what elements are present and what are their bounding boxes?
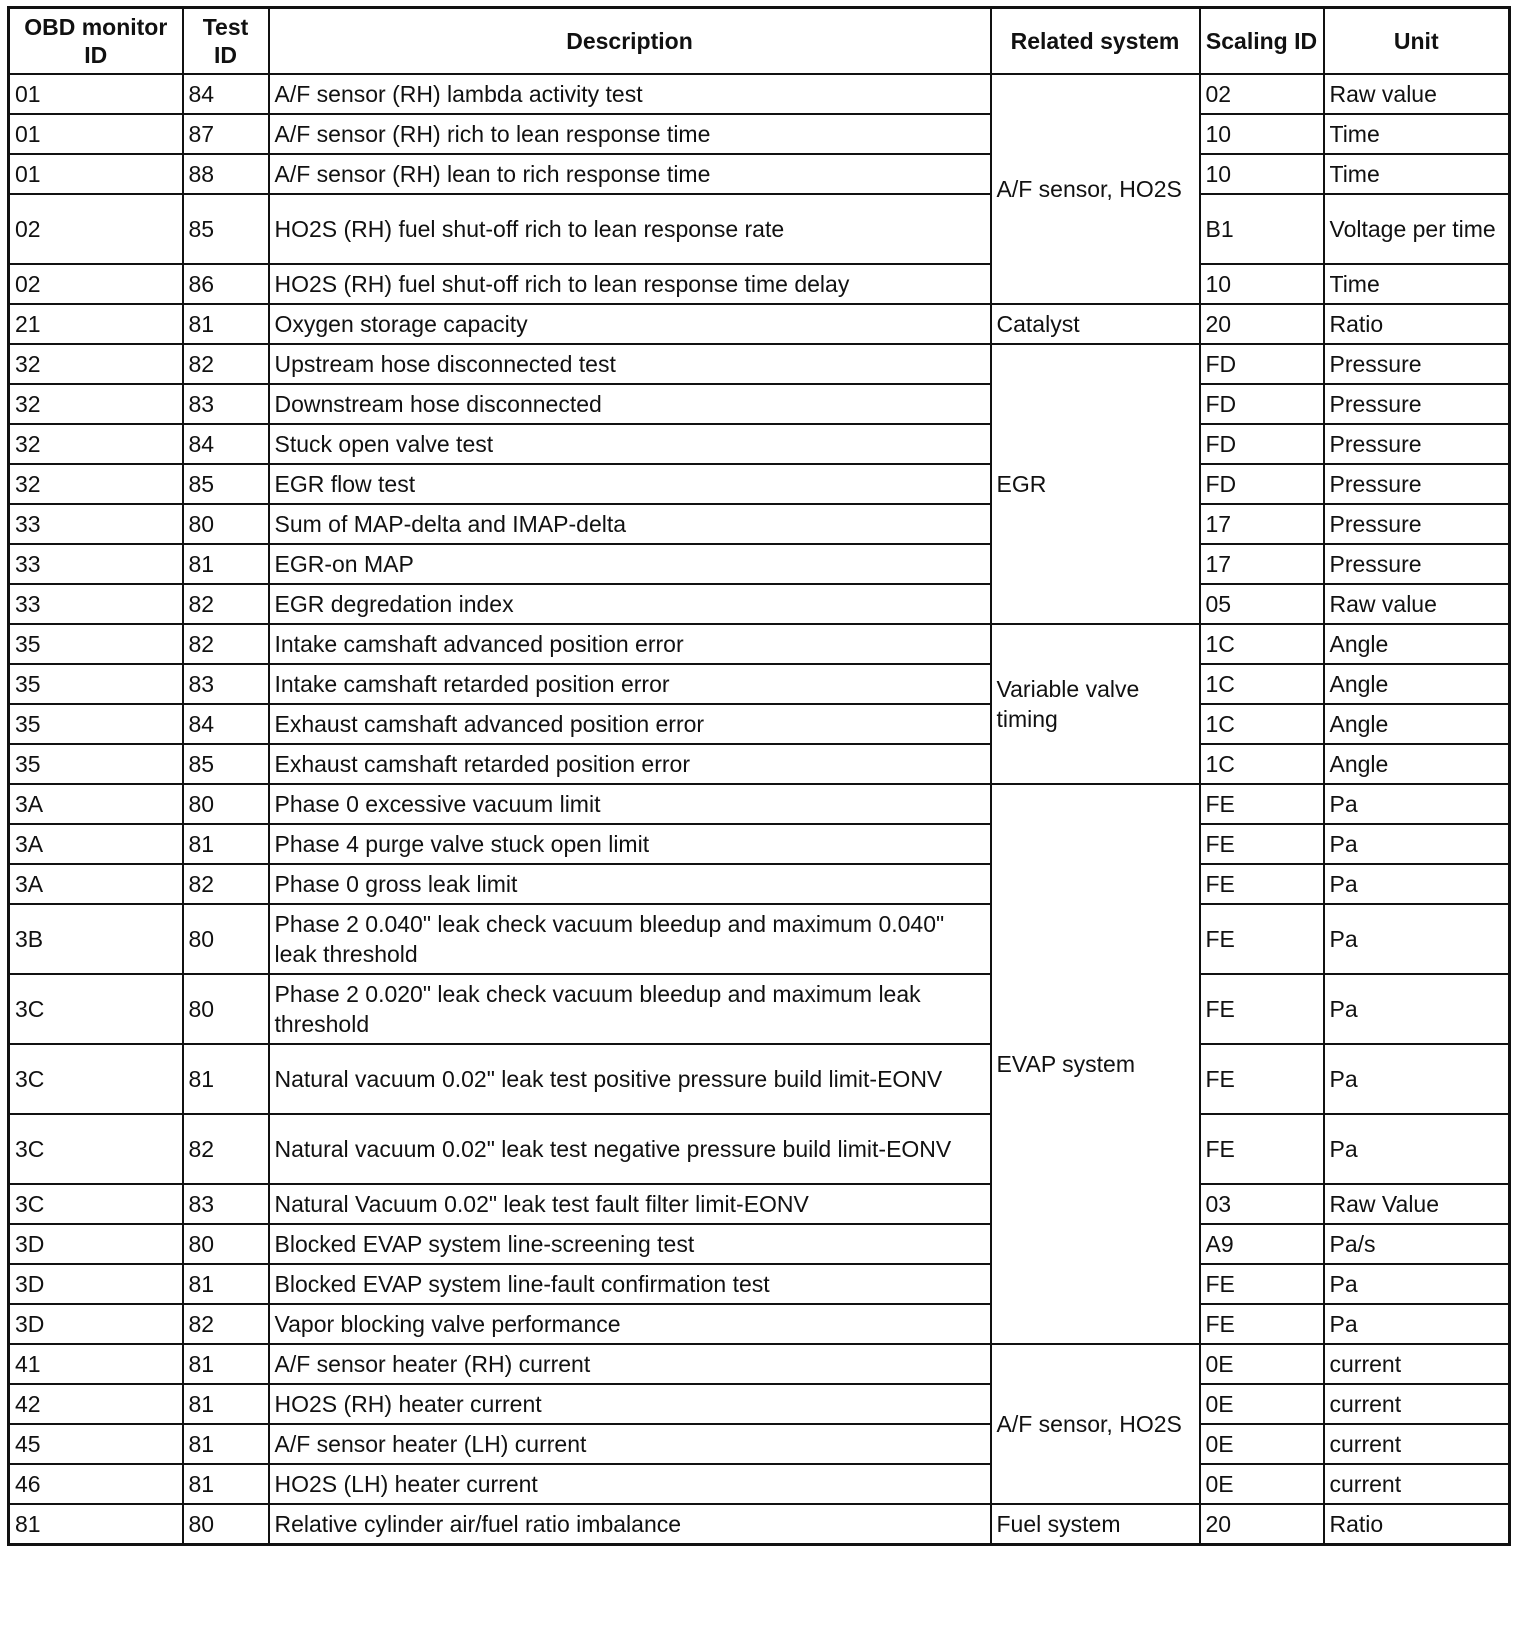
scaling-id-cell: A9 — [1200, 1224, 1324, 1264]
table-row — [9, 624, 1510, 664]
unit-cell: Angle — [1324, 624, 1510, 664]
unit-cell: Pa — [1324, 864, 1510, 904]
monitor-id-cell: 46 — [9, 1464, 183, 1504]
unit-cell: Pressure — [1324, 344, 1510, 384]
table-row — [9, 264, 1510, 304]
unit-cell: Pressure — [1324, 424, 1510, 464]
monitor-id-cell: 3D — [9, 1304, 183, 1344]
scaling-id-cell: FE — [1200, 1114, 1324, 1184]
description-cell: A/F sensor (RH) rich to lean response time — [269, 114, 991, 154]
test-id-cell: 83 — [183, 384, 269, 424]
test-id-cell: 80 — [183, 784, 269, 824]
table-row — [9, 664, 1510, 704]
unit-cell: Pressure — [1324, 504, 1510, 544]
description-cell: Phase 0 gross leak limit — [269, 864, 991, 904]
description-cell: HO2S (RH) fuel shut-off rich to lean response rate — [269, 194, 991, 264]
test-id-cell: 82 — [183, 584, 269, 624]
related-system-cell: EGR — [991, 344, 1200, 624]
table-row — [9, 974, 1510, 1044]
unit-cell: Ratio — [1324, 1504, 1510, 1545]
scaling-id-cell: B1 — [1200, 194, 1324, 264]
test-id-cell: 85 — [183, 194, 269, 264]
scaling-id-cell: 20 — [1200, 304, 1324, 344]
unit-cell: current — [1324, 1344, 1510, 1384]
test-id-cell: 85 — [183, 744, 269, 784]
description-cell: EGR flow test — [269, 464, 991, 504]
description-cell: Phase 2 0.020" leak check vacuum bleedup and maximum leak threshold — [269, 974, 991, 1044]
test-id-cell: 81 — [183, 1044, 269, 1114]
scaling-id-cell: 0E — [1200, 1344, 1324, 1384]
test-id-cell: 84 — [183, 74, 269, 114]
header-test-id: Test ID — [183, 8, 269, 75]
test-id-cell: 81 — [183, 1384, 269, 1424]
monitor-id-cell: 32 — [9, 424, 183, 464]
description-cell: Stuck open valve test — [269, 424, 991, 464]
table-row — [9, 824, 1510, 864]
test-id-cell: 84 — [183, 424, 269, 464]
unit-cell: Pa — [1324, 1304, 1510, 1344]
unit-cell: Time — [1324, 114, 1510, 154]
scaling-id-cell: FD — [1200, 384, 1324, 424]
description-cell: Sum of MAP-delta and IMAP-delta — [269, 504, 991, 544]
table-row — [9, 784, 1510, 824]
table-row — [9, 1304, 1510, 1344]
scaling-id-cell: 10 — [1200, 154, 1324, 194]
related-system-cell: EVAP system — [991, 784, 1200, 1344]
table-row — [9, 1344, 1510, 1384]
scaling-id-cell: FE — [1200, 784, 1324, 824]
test-id-cell: 80 — [183, 1224, 269, 1264]
description-cell: A/F sensor heater (RH) current — [269, 1344, 991, 1384]
monitor-id-cell: 3C — [9, 1114, 183, 1184]
unit-cell: Pa — [1324, 1114, 1510, 1184]
header-scaling-id: Scaling ID — [1200, 8, 1324, 75]
description-cell: Intake camshaft retarded position error — [269, 664, 991, 704]
scaling-id-cell: 1C — [1200, 744, 1324, 784]
header-related-system: Related system — [991, 8, 1200, 75]
header-row — [9, 8, 1510, 75]
monitor-id-cell: 45 — [9, 1424, 183, 1464]
description-cell: A/F sensor heater (LH) current — [269, 1424, 991, 1464]
scaling-id-cell: FE — [1200, 1264, 1324, 1304]
monitor-id-cell: 33 — [9, 584, 183, 624]
unit-cell: Pa — [1324, 974, 1510, 1044]
description-cell: Natural vacuum 0.02" leak test positive pressure build limit-EONV — [269, 1044, 991, 1114]
test-id-cell: 82 — [183, 344, 269, 384]
table-row — [9, 1044, 1510, 1114]
description-cell: Intake camshaft advanced position error — [269, 624, 991, 664]
monitor-id-cell: 02 — [9, 264, 183, 304]
table-row — [9, 74, 1510, 114]
unit-cell: Pressure — [1324, 464, 1510, 504]
scaling-id-cell: FE — [1200, 974, 1324, 1044]
description-cell: HO2S (LH) heater current — [269, 1464, 991, 1504]
description-cell: Vapor blocking valve performance — [269, 1304, 991, 1344]
monitor-id-cell: 3D — [9, 1264, 183, 1304]
unit-cell: Pa — [1324, 1044, 1510, 1114]
header-description: Description — [269, 8, 991, 75]
scaling-id-cell: 10 — [1200, 114, 1324, 154]
description-cell: Blocked EVAP system line-fault confirmation test — [269, 1264, 991, 1304]
test-id-cell: 83 — [183, 664, 269, 704]
description-cell: HO2S (RH) fuel shut-off rich to lean response time delay — [269, 264, 991, 304]
table-row — [9, 544, 1510, 584]
unit-cell: Raw value — [1324, 584, 1510, 624]
monitor-id-cell: 33 — [9, 544, 183, 584]
table-row — [9, 1424, 1510, 1464]
description-cell: EGR degredation index — [269, 584, 991, 624]
unit-cell: Ratio — [1324, 304, 1510, 344]
description-cell: Exhaust camshaft advanced position error — [269, 704, 991, 744]
description-cell: HO2S (RH) heater current — [269, 1384, 991, 1424]
related-system-cell: Catalyst — [991, 304, 1200, 344]
monitor-id-cell: 32 — [9, 464, 183, 504]
description-cell: Downstream hose disconnected — [269, 384, 991, 424]
unit-cell: Pa — [1324, 784, 1510, 824]
table-row — [9, 744, 1510, 784]
test-id-cell: 81 — [183, 1424, 269, 1464]
unit-cell: Pa — [1324, 1264, 1510, 1304]
description-cell: Relative cylinder air/fuel ratio imbalance — [269, 1504, 991, 1545]
scaling-id-cell: FD — [1200, 424, 1324, 464]
unit-cell: Raw Value — [1324, 1184, 1510, 1224]
monitor-id-cell: 3B — [9, 904, 183, 974]
scaling-id-cell: FD — [1200, 464, 1324, 504]
description-cell: Exhaust camshaft retarded position error — [269, 744, 991, 784]
monitor-id-cell: 3A — [9, 824, 183, 864]
description-cell: Phase 4 purge valve stuck open limit — [269, 824, 991, 864]
unit-cell: Angle — [1324, 664, 1510, 704]
unit-cell: Pa — [1324, 904, 1510, 974]
description-cell: Upstream hose disconnected test — [269, 344, 991, 384]
scaling-id-cell: FE — [1200, 1044, 1324, 1114]
monitor-id-cell: 35 — [9, 704, 183, 744]
monitor-id-cell: 01 — [9, 154, 183, 194]
monitor-id-cell: 35 — [9, 744, 183, 784]
unit-cell: Time — [1324, 154, 1510, 194]
test-id-cell: 88 — [183, 154, 269, 194]
test-id-cell: 82 — [183, 1114, 269, 1184]
table-row — [9, 584, 1510, 624]
related-system-cell: A/F sensor, HO2S — [991, 1344, 1200, 1504]
description-cell: Phase 2 0.040" leak check vacuum bleedup and maximum 0.040" leak threshold — [269, 904, 991, 974]
table-row — [9, 864, 1510, 904]
unit-cell: Voltage per time — [1324, 194, 1510, 264]
unit-cell: Angle — [1324, 744, 1510, 784]
test-id-cell: 81 — [183, 1264, 269, 1304]
monitor-id-cell: 3C — [9, 974, 183, 1044]
test-id-cell: 81 — [183, 544, 269, 584]
test-id-cell: 80 — [183, 504, 269, 544]
test-id-cell: 81 — [183, 824, 269, 864]
scaling-id-cell: FE — [1200, 904, 1324, 974]
unit-cell: Pa — [1324, 824, 1510, 864]
test-id-cell: 85 — [183, 464, 269, 504]
description-cell: Natural vacuum 0.02" leak test negative pressure build limit-EONV — [269, 1114, 991, 1184]
table-row — [9, 154, 1510, 194]
test-id-cell: 81 — [183, 304, 269, 344]
table-body — [9, 74, 1510, 1545]
table-row — [9, 384, 1510, 424]
scaling-id-cell: FD — [1200, 344, 1324, 384]
test-id-cell: 82 — [183, 1304, 269, 1344]
related-system-cell: Fuel system — [991, 1504, 1200, 1545]
table-row — [9, 194, 1510, 264]
scaling-id-cell: FE — [1200, 1304, 1324, 1344]
table-row — [9, 1184, 1510, 1224]
table-row — [9, 424, 1510, 464]
test-id-cell: 81 — [183, 1344, 269, 1384]
scaling-id-cell: 1C — [1200, 704, 1324, 744]
monitor-id-cell: 32 — [9, 384, 183, 424]
unit-cell: current — [1324, 1464, 1510, 1504]
unit-cell: Time — [1324, 264, 1510, 304]
table-row — [9, 1464, 1510, 1504]
scaling-id-cell: 17 — [1200, 504, 1324, 544]
header-monitor-id: OBD monitor ID — [9, 8, 183, 75]
scaling-id-cell: 0E — [1200, 1424, 1324, 1464]
description-cell: Blocked EVAP system line-screening test — [269, 1224, 991, 1264]
scaling-id-cell: 03 — [1200, 1184, 1324, 1224]
scaling-id-cell: 20 — [1200, 1504, 1324, 1545]
test-id-cell: 86 — [183, 264, 269, 304]
table-row — [9, 1224, 1510, 1264]
scaling-id-cell: 17 — [1200, 544, 1324, 584]
description-cell: Phase 0 excessive vacuum limit — [269, 784, 991, 824]
scaling-id-cell: 05 — [1200, 584, 1324, 624]
description-cell: A/F sensor (RH) lambda activity test — [269, 74, 991, 114]
scaling-id-cell: 10 — [1200, 264, 1324, 304]
test-id-cell: 80 — [183, 974, 269, 1044]
table-row — [9, 1264, 1510, 1304]
scaling-id-cell: 0E — [1200, 1464, 1324, 1504]
related-system-cell: Variable valve timing — [991, 624, 1200, 784]
monitor-id-cell: 01 — [9, 114, 183, 154]
table-row — [9, 904, 1510, 974]
scaling-id-cell: 1C — [1200, 624, 1324, 664]
scaling-id-cell: FE — [1200, 824, 1324, 864]
table-row — [9, 464, 1510, 504]
monitor-id-cell: 21 — [9, 304, 183, 344]
monitor-id-cell: 3C — [9, 1184, 183, 1224]
monitor-id-cell: 35 — [9, 624, 183, 664]
monitor-id-cell: 35 — [9, 664, 183, 704]
test-id-cell: 81 — [183, 1464, 269, 1504]
header-unit: Unit — [1324, 8, 1510, 75]
test-id-cell: 82 — [183, 864, 269, 904]
test-id-cell: 80 — [183, 1504, 269, 1545]
test-id-cell: 83 — [183, 1184, 269, 1224]
description-cell: A/F sensor (RH) lean to rich response time — [269, 154, 991, 194]
monitor-id-cell: 3D — [9, 1224, 183, 1264]
unit-cell: current — [1324, 1384, 1510, 1424]
unit-cell: Pressure — [1324, 544, 1510, 584]
test-id-cell: 82 — [183, 624, 269, 664]
scaling-id-cell: 0E — [1200, 1384, 1324, 1424]
test-id-cell: 80 — [183, 904, 269, 974]
table-row — [9, 304, 1510, 344]
monitor-id-cell: 42 — [9, 1384, 183, 1424]
monitor-id-cell: 01 — [9, 74, 183, 114]
scaling-id-cell: 1C — [1200, 664, 1324, 704]
table-row — [9, 344, 1510, 384]
monitor-id-cell: 3A — [9, 864, 183, 904]
table-row — [9, 504, 1510, 544]
test-id-cell: 84 — [183, 704, 269, 744]
monitor-id-cell: 41 — [9, 1344, 183, 1384]
description-cell: EGR-on MAP — [269, 544, 991, 584]
unit-cell: Pa/s — [1324, 1224, 1510, 1264]
unit-cell: Angle — [1324, 704, 1510, 744]
unit-cell: current — [1324, 1424, 1510, 1464]
monitor-id-cell: 02 — [9, 194, 183, 264]
unit-cell: Raw value — [1324, 74, 1510, 114]
description-cell: Oxygen storage capacity — [269, 304, 991, 344]
unit-cell: Pressure — [1324, 384, 1510, 424]
description-cell: Natural Vacuum 0.02" leak test fault filter limit-EONV — [269, 1184, 991, 1224]
monitor-id-cell: 3A — [9, 784, 183, 824]
table-row — [9, 704, 1510, 744]
table-row — [9, 114, 1510, 154]
table-row — [9, 1384, 1510, 1424]
monitor-id-cell: 32 — [9, 344, 183, 384]
obd-test-table — [7, 6, 1511, 1546]
related-system-cell: A/F sensor, HO2S — [991, 74, 1200, 304]
monitor-id-cell: 3C — [9, 1044, 183, 1114]
table-row — [9, 1504, 1510, 1545]
monitor-id-cell: 33 — [9, 504, 183, 544]
scaling-id-cell: FE — [1200, 864, 1324, 904]
test-id-cell: 87 — [183, 114, 269, 154]
monitor-id-cell: 81 — [9, 1504, 183, 1545]
table-row — [9, 1114, 1510, 1184]
scaling-id-cell: 02 — [1200, 74, 1324, 114]
